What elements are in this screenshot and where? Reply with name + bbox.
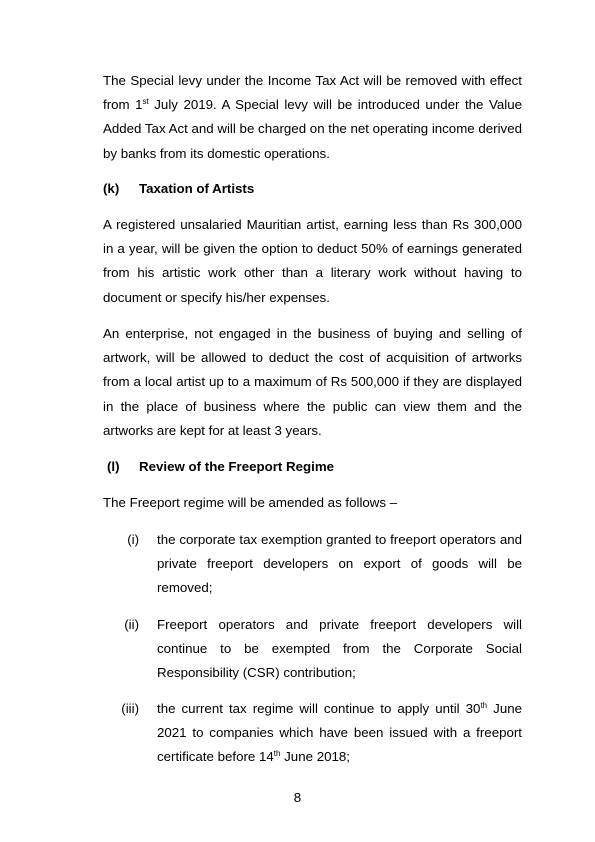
- list-item-text: the corporate tax exemption granted to freeport operators and private freeport developers on export of goods will be removed;: [157, 532, 522, 596]
- list-item-text: [157, 697, 522, 770]
- superscript: st: [142, 97, 149, 107]
- paragraph-freeport-intro: The Freeport regime will be amended as follows –: [103, 495, 398, 510]
- list-item-number: (ii): [124, 617, 139, 632]
- list-item: [103, 613, 522, 686]
- list-item-number: (iii): [121, 701, 139, 716]
- text-span: June 2018;: [280, 749, 350, 765]
- list-item-text: Freeport operators and private freeport developers will continue to be exempted from the Corporate Social Responsibility (CSR) contribution;: [157, 617, 522, 681]
- paragraph-artwork-acquisition: An enterprise, not engaged in the business of buying and selling of artwork, will be allowed to deduct the cost of acquisition of artworks from a local artist up to a maximum of Rs 500,000 if they are displayed in the place of business where the public can view them and the artworks are kept for at least 3 years.: [103, 326, 522, 438]
- text-span: The Special levy under the Income Tax Act will be removed with effect from 1: [103, 73, 522, 113]
- superscript: th: [480, 701, 488, 710]
- section-title: Taxation of Artists: [139, 181, 255, 196]
- text-span: July 2019. A Special levy will be introduced under the Value Added Tax Act and will be charged on the net operating income derived by banks from its domestic operations.: [103, 97, 522, 161]
- section-number: (k): [103, 181, 120, 196]
- list-item: [103, 697, 522, 770]
- list-item-number: (i): [127, 532, 139, 547]
- text-span: June 2021 to companies which have been issued with a freeport certificate before 14: [157, 701, 523, 765]
- section-heading-k: [103, 181, 254, 196]
- page-number: 8: [293, 790, 302, 805]
- section-heading-l: [107, 459, 334, 474]
- paragraph-artist-deduction: A registered unsalaried Mauritian artist, earning less than Rs 300,000 in a year, will be given the option to deduct 50% of earnings generated from his artistic work other than a literary work without having to document or specify his/her expenses.: [103, 217, 522, 305]
- text-span: the current tax regime will continue to apply until 30: [157, 701, 481, 716]
- section-title: Review of the Freeport Regime: [139, 459, 335, 474]
- section-number: (l): [107, 459, 120, 474]
- superscript: th: [273, 749, 281, 759]
- paragraph-special-levy: [103, 69, 522, 166]
- list-item: [103, 528, 522, 601]
